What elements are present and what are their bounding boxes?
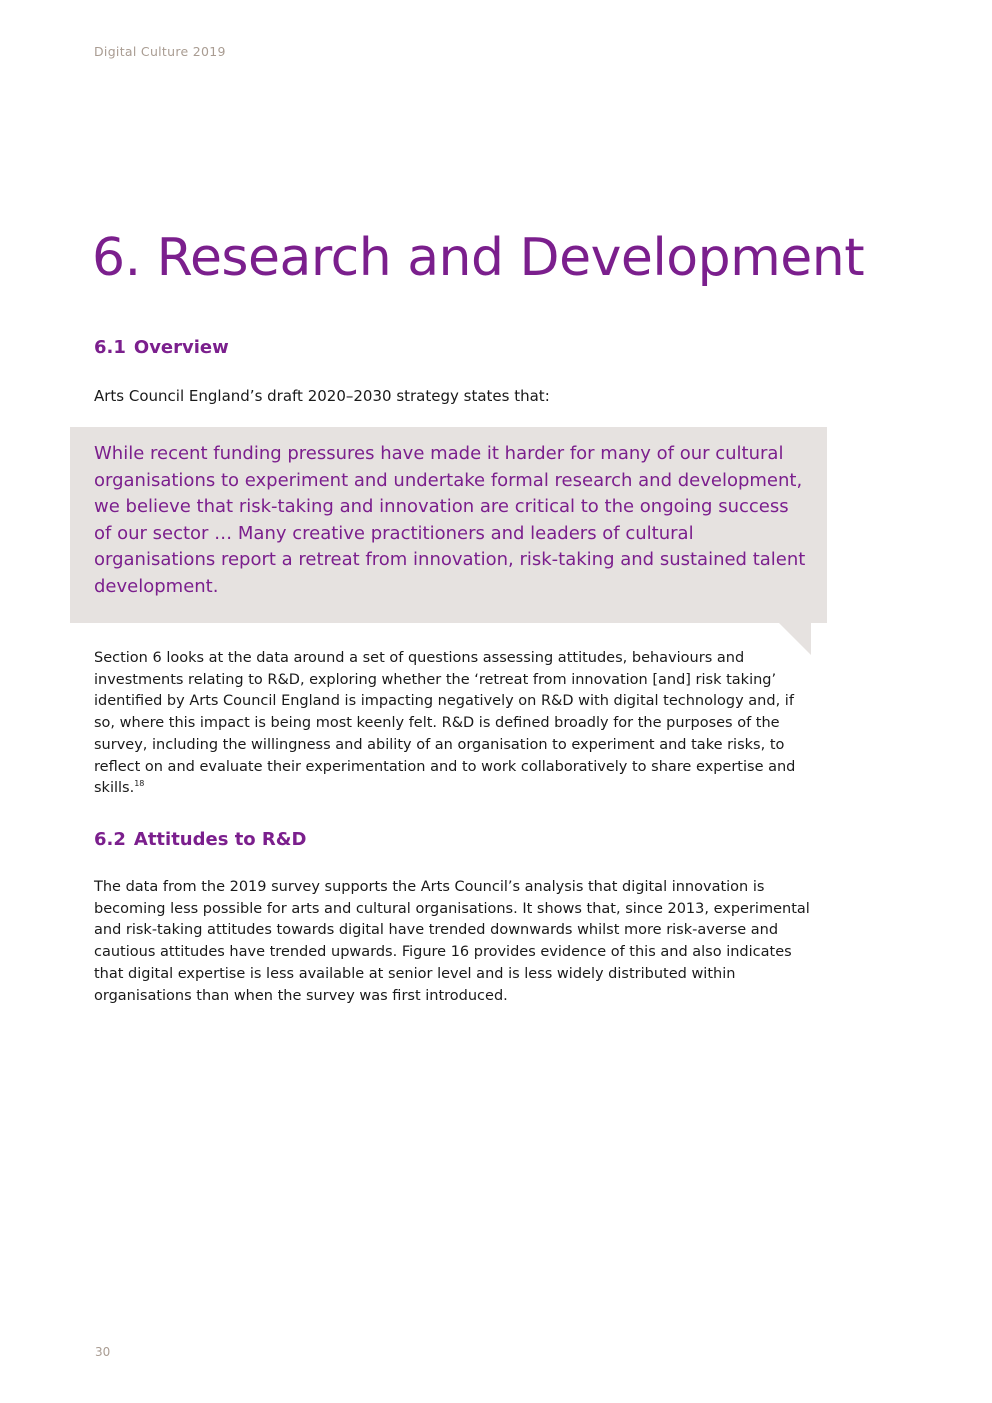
section-title: Overview [133,337,229,358]
overview-paragraph-text: Section 6 looks at the data around a set of questions assessing attitudes, behaviours and investments relating to R&D, exploring whether the ‘retreat from innovation [and] risk taking’ identified by Arts Council England is impacting negatively on R&D with digital technology and, if so, where this impact is being most keenly felt. R&D is defined broadly for the purposes of the survey, including the willingness and ability of an organisation to experiment and take risks, to reflect on and evaluate their experimentation and to work collaboratively to share expertise and skills. [94,650,796,797]
overview-paragraph [94,648,810,800]
intro-sentence: Arts Council England’s draft 2020–2030 strategy states that: [94,387,550,405]
running-header: Digital Culture 2019 [94,44,226,59]
section-number: 6.2 [94,829,126,850]
page-number: 30 [95,1345,111,1359]
section-heading-attitudes [94,829,306,850]
pull-quote-text: While recent funding pressures have made it harder for many of our cultural organisations to experiment and undertake formal research and development, we believe that risk-taking and innovation are critical to the ongoing success of our sector … Many creative practitioners and leaders of cultural organisations report a retreat from innovation, risk-taking and sustained talent development. [94,443,806,597]
footnote-reference[interactable]: 18 [134,779,145,789]
attitudes-paragraph: The data from the 2019 survey supports the Arts Council’s analysis that digital innovation is becoming less possible for arts and cultural organisations. It shows that, since 2013, experimental and risk-taking attitudes towards digital have trended downwards whilst more risk-averse and cautious attitudes have trended upwards. Figure 16 provides evidence of this and also indicates that digital expertise is less available at senior level and is less widely distributed within organisations than when the survey was first introduced. [94,879,810,1004]
chapter-title: 6. Research and Development [92,228,865,288]
section-number: 6.1 [94,337,126,358]
section-title: Attitudes to R&D [133,829,307,850]
section-heading-overview [94,337,229,358]
